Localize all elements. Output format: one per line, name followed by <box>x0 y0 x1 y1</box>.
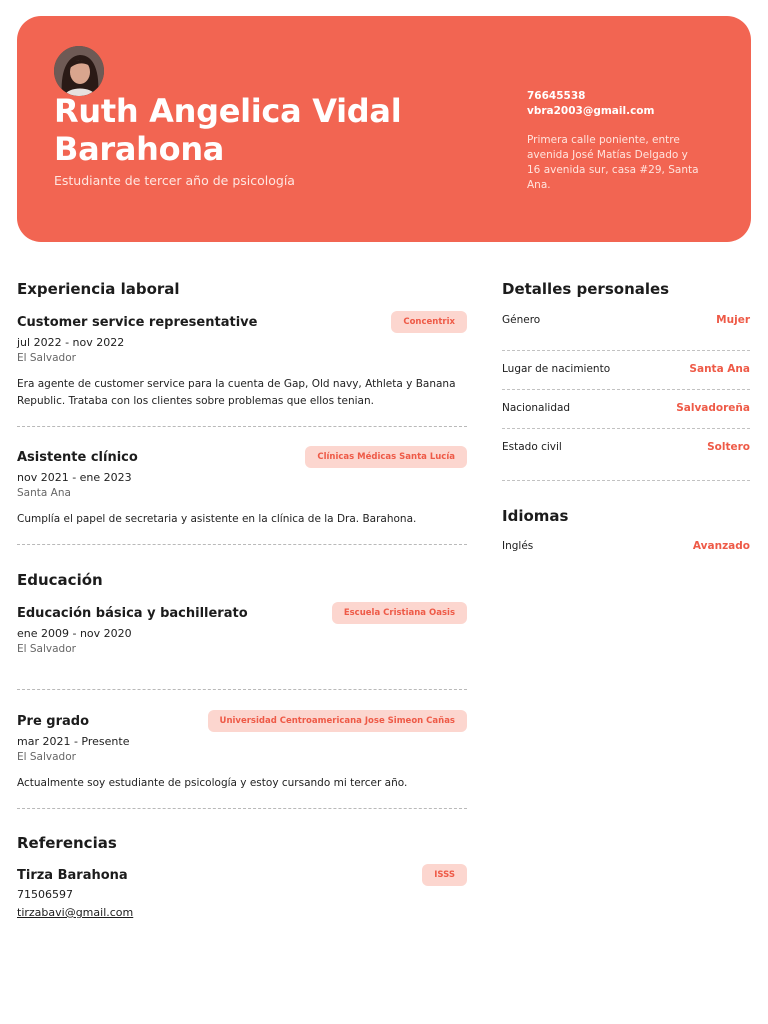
detail-label: Estado civil <box>502 441 562 453</box>
entry-date: mar 2021 - Presente <box>17 735 130 748</box>
language-row <box>502 540 750 552</box>
contact-info <box>527 89 702 193</box>
divider <box>17 689 467 690</box>
entry-title: Pre grado <box>17 714 90 729</box>
detail-label: Nacionalidad <box>502 402 571 414</box>
entry-description: Actualmente soy estudiante de psicología y estoy cursando mi tercer año. <box>17 777 408 789</box>
reference-entry <box>17 868 467 920</box>
left-column <box>17 280 467 920</box>
divider <box>17 426 467 427</box>
entry-location: El Salvador <box>17 751 76 763</box>
detail-row <box>502 351 750 390</box>
organization-badge: Concentrix <box>391 311 467 333</box>
detail-value: Salvadoreña <box>676 402 750 414</box>
personal-details-heading: Detalles personales <box>502 280 670 298</box>
right-column <box>502 280 750 552</box>
education-heading: Educación <box>17 571 103 589</box>
detail-value: Mujer <box>716 314 750 326</box>
institution-badge: Universidad Centroamericana Jose Simeon Cañas <box>208 710 467 732</box>
divider <box>17 808 467 809</box>
divider <box>17 544 467 545</box>
detail-label: Lugar de nacimiento <box>502 363 611 375</box>
contact-email[interactable]: vbra2003@gmail.com <box>527 105 655 117</box>
detail-row <box>502 390 750 429</box>
experience-entry <box>17 315 467 410</box>
references-heading: Referencias <box>17 834 117 852</box>
entry-title: Asistente clínico <box>17 450 138 465</box>
entry-date: jul 2022 - nov 2022 <box>17 336 125 349</box>
institution-badge: Escuela Cristiana Oasis <box>332 602 467 624</box>
reference-name: Tirza Barahona <box>17 868 128 883</box>
entry-title: Educación básica y bachillerato <box>17 606 248 621</box>
entry-title: Customer service representative <box>17 315 258 330</box>
languages-heading: Idiomas <box>502 507 569 525</box>
entry-location: El Salvador <box>17 643 76 655</box>
detail-row <box>502 312 750 351</box>
language-label: Inglés <box>502 540 534 552</box>
contact-phone: 76645538 <box>527 90 586 102</box>
entry-location: Santa Ana <box>17 487 71 499</box>
reference-phone: 71506597 <box>17 888 73 901</box>
entry-description: Cumplía el papel de secretaria y asistente en la clínica de la Dra. Barahona. <box>17 513 417 525</box>
experience-heading: Experiencia laboral <box>17 280 180 298</box>
entry-description: Era agente de customer service para la cuenta de Gap, Old navy, Athleta y Banana Republic. Trataba con los clientes sobre problemas que ellos tenian. <box>17 378 456 407</box>
header-banner <box>17 16 751 242</box>
entry-date: ene 2009 - nov 2020 <box>17 627 132 640</box>
contact-address: Primera calle poniente, entre avenida José Matías Delgado y 16 avenida sur, casa #29, Santa Ana. <box>527 134 699 191</box>
detail-value: Soltero <box>707 441 750 453</box>
entry-date: nov 2021 - ene 2023 <box>17 471 132 484</box>
detail-value: Santa Ana <box>689 363 750 375</box>
profile-photo <box>54 46 104 96</box>
experience-entry <box>17 450 467 528</box>
education-entry <box>17 606 467 655</box>
language-level: Avanzado <box>692 540 750 552</box>
candidate-name: Ruth Angelica Vidal Barahona <box>54 92 402 168</box>
reference-email-link[interactable]: tirzabavi@gmail.com <box>17 906 134 919</box>
detail-row <box>502 429 750 481</box>
reference-org-badge: ISSS <box>422 864 467 886</box>
personal-details-list <box>502 312 750 481</box>
detail-label: Género <box>502 314 541 326</box>
entry-location: El Salvador <box>17 352 76 364</box>
organization-badge: Clínicas Médicas Santa Lucía <box>305 446 467 468</box>
candidate-subtitle: Estudiante de tercer año de psicología <box>54 173 295 188</box>
education-entry <box>17 714 467 792</box>
